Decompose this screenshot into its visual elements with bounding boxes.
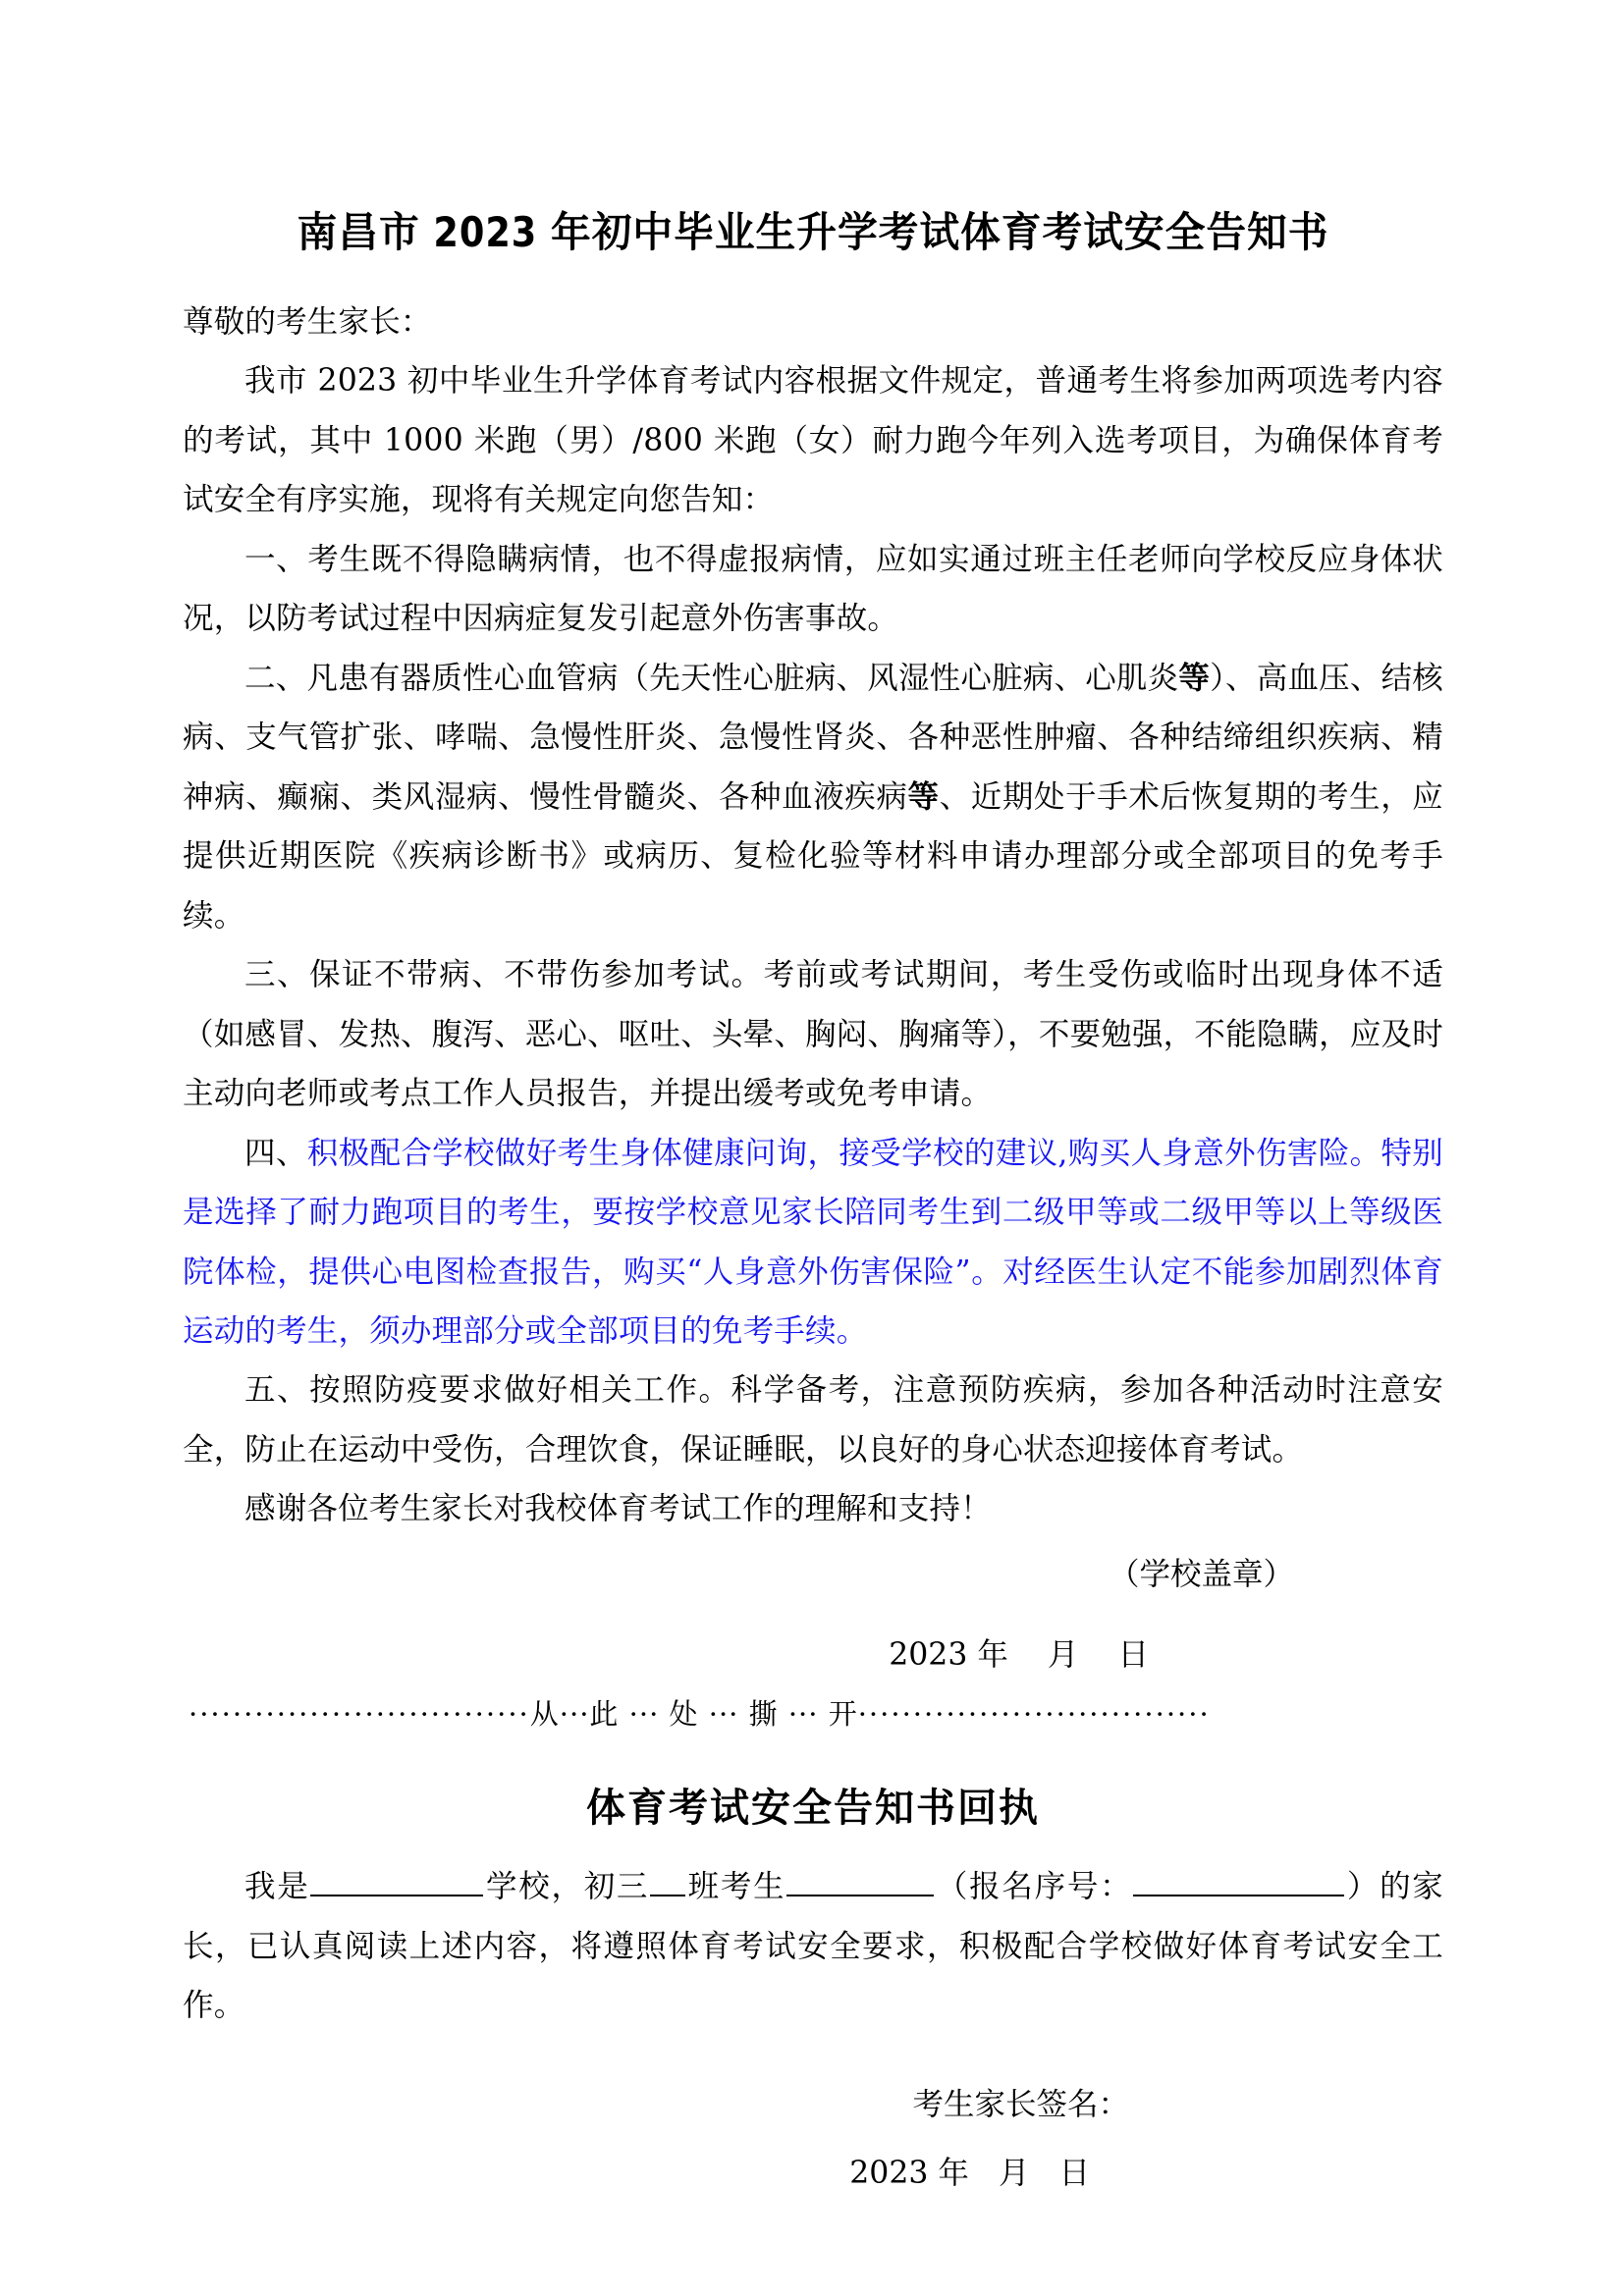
salutation: 尊敬的考生家长： bbox=[183, 304, 432, 340]
intro-paragraph: 我市 2023 初中毕业生升学体育考试内容根据文件规定，普通考生将参加两项选考内容的考试，其中 1000 米跑（男）/800 米跑（女）耐力跑今年列入选考项目，为确保体育考试安全有序实施，现将有关规定向您告知： bbox=[183, 363, 1443, 518]
tear-dots-left: ······························· bbox=[189, 1696, 530, 1731]
receipt-text-d: （报名序号： bbox=[935, 1869, 1133, 1905]
notice-item-2-number: 二、 bbox=[244, 660, 307, 696]
notice-item-2-text-part1: 凡患有器质性心血管病（先天性心脏病、风湿性心脏病、心肌炎 bbox=[306, 660, 1179, 696]
notice-item-3-text: 保证不带病、不带伤参加考试。考前或考试期间，考生受伤或临时出现身体不适（如感冒、发热、腹泻、恶心、呕吐、头晕、胸闷、胸痛等），不要勉强，不能隐瞒，应及时主动向老师或考点工作人员报告，并提出缓考或免考申请。 bbox=[183, 957, 1443, 1112]
receipt-text-b: 学校，初三 bbox=[484, 1869, 650, 1905]
notice-item-1 bbox=[183, 530, 1443, 649]
school-name-blank[interactable] bbox=[310, 1862, 483, 1896]
receipt-date-line: 2023 年 月 日 bbox=[849, 2156, 1090, 2192]
notice-item-2-text-part2: ）、高血压、结核病、支气管扩张、哮喘、急慢性肝炎、急慢性肾炎、各种恶性肿瘤、各种结缔组织疾病、精神病、癫痫、类风湿病、慢性骨髓炎、各种血液疾病 bbox=[183, 660, 1444, 815]
registration-number-blank[interactable] bbox=[1133, 1862, 1344, 1896]
thanks-line: 感谢各位考生家长对我校体育考试工作的理解和支持！ bbox=[244, 1491, 992, 1527]
receipt-line2: 长，已认真阅读上述内容，将遵照体育考试安全要求，积极配合学校做好体育考试安全 bbox=[183, 1928, 1413, 1964]
page-title: 南昌市 2023 年初中毕业生升学考试体育考试安全告知书 bbox=[297, 208, 1329, 256]
notice-date-line: 2023 年 月 日 bbox=[889, 1637, 1149, 1674]
receipt-title: 体育考试安全告知书回执 bbox=[586, 1786, 1040, 1832]
notice-item-4 bbox=[183, 1124, 1443, 1362]
notice-item-1-text: 考生既不得隐瞒病情，也不得虚报病情，应如实通过班主任老师向学校反应身体状况，以防考试过程中因病症复发引起意外伤害事故。 bbox=[183, 541, 1443, 637]
notice-item-5-number: 五、 bbox=[244, 1372, 310, 1409]
receipt-text-c: 班考生 bbox=[686, 1869, 786, 1905]
notice-item-3-number: 三、 bbox=[244, 957, 310, 993]
notice-item-2-emphasis-1: 等 bbox=[1178, 659, 1211, 696]
class-number-blank[interactable] bbox=[650, 1862, 685, 1896]
notice-item-1-number: 一、 bbox=[244, 541, 308, 577]
parent-signature-label: 考生家长签名： bbox=[912, 2086, 1129, 2122]
notice-item-2-text-part3: 、近期处于手术后恢复期的考生，应提供近期医院《疾病诊断书》或病历、复检化验等材料申请办理部分或全部项目的免考手续。 bbox=[183, 778, 1444, 934]
tear-words: 从···此 ··· 处 ··· 撕 ··· 开 bbox=[529, 1696, 858, 1731]
notice-item-3 bbox=[183, 945, 1443, 1123]
receipt-text-a: 我是 bbox=[244, 1869, 310, 1905]
school-seal-label: （学校盖章） bbox=[1108, 1556, 1294, 1592]
tear-off-separator bbox=[183, 1693, 1443, 1736]
student-name-blank[interactable] bbox=[786, 1862, 934, 1896]
receipt-body bbox=[183, 1857, 1443, 2035]
notice-item-5-text: 按照防疫要求做好相关工作。科学备考，注意预防疾病，参加各种活动时注意安全，防止在运动中受伤，合理饮食，保证睡眠，以良好的身心状态迎接体育考试。 bbox=[183, 1372, 1443, 1468]
receipt-text-e: ）的家 bbox=[1345, 1869, 1444, 1905]
receipt-line3: 工作。 bbox=[183, 1928, 1443, 2024]
notice-item-4-number: 四、 bbox=[244, 1135, 307, 1171]
notice-item-5 bbox=[183, 1361, 1443, 1479]
notice-item-2-emphasis-2: 等 bbox=[907, 777, 940, 815]
notice-item-4-text: 积极配合学校做好考生身体健康问询，接受学校的建议,购买人身意外伤害险。特别是选择了耐力跑项目的考生，要按学校意见家长陪同考生到二级甲等或二级甲等以上等级医院体检，提供心电图检查报告，购买“人身意外伤害保险”。对经医生认定不能参加剧烈体育运动的考生，须办理部分或全部项目的免考手续。 bbox=[183, 1135, 1443, 1349]
tear-dots-right: ································ bbox=[857, 1696, 1211, 1731]
document-content bbox=[183, 147, 1443, 2204]
notice-item-2 bbox=[183, 649, 1443, 945]
